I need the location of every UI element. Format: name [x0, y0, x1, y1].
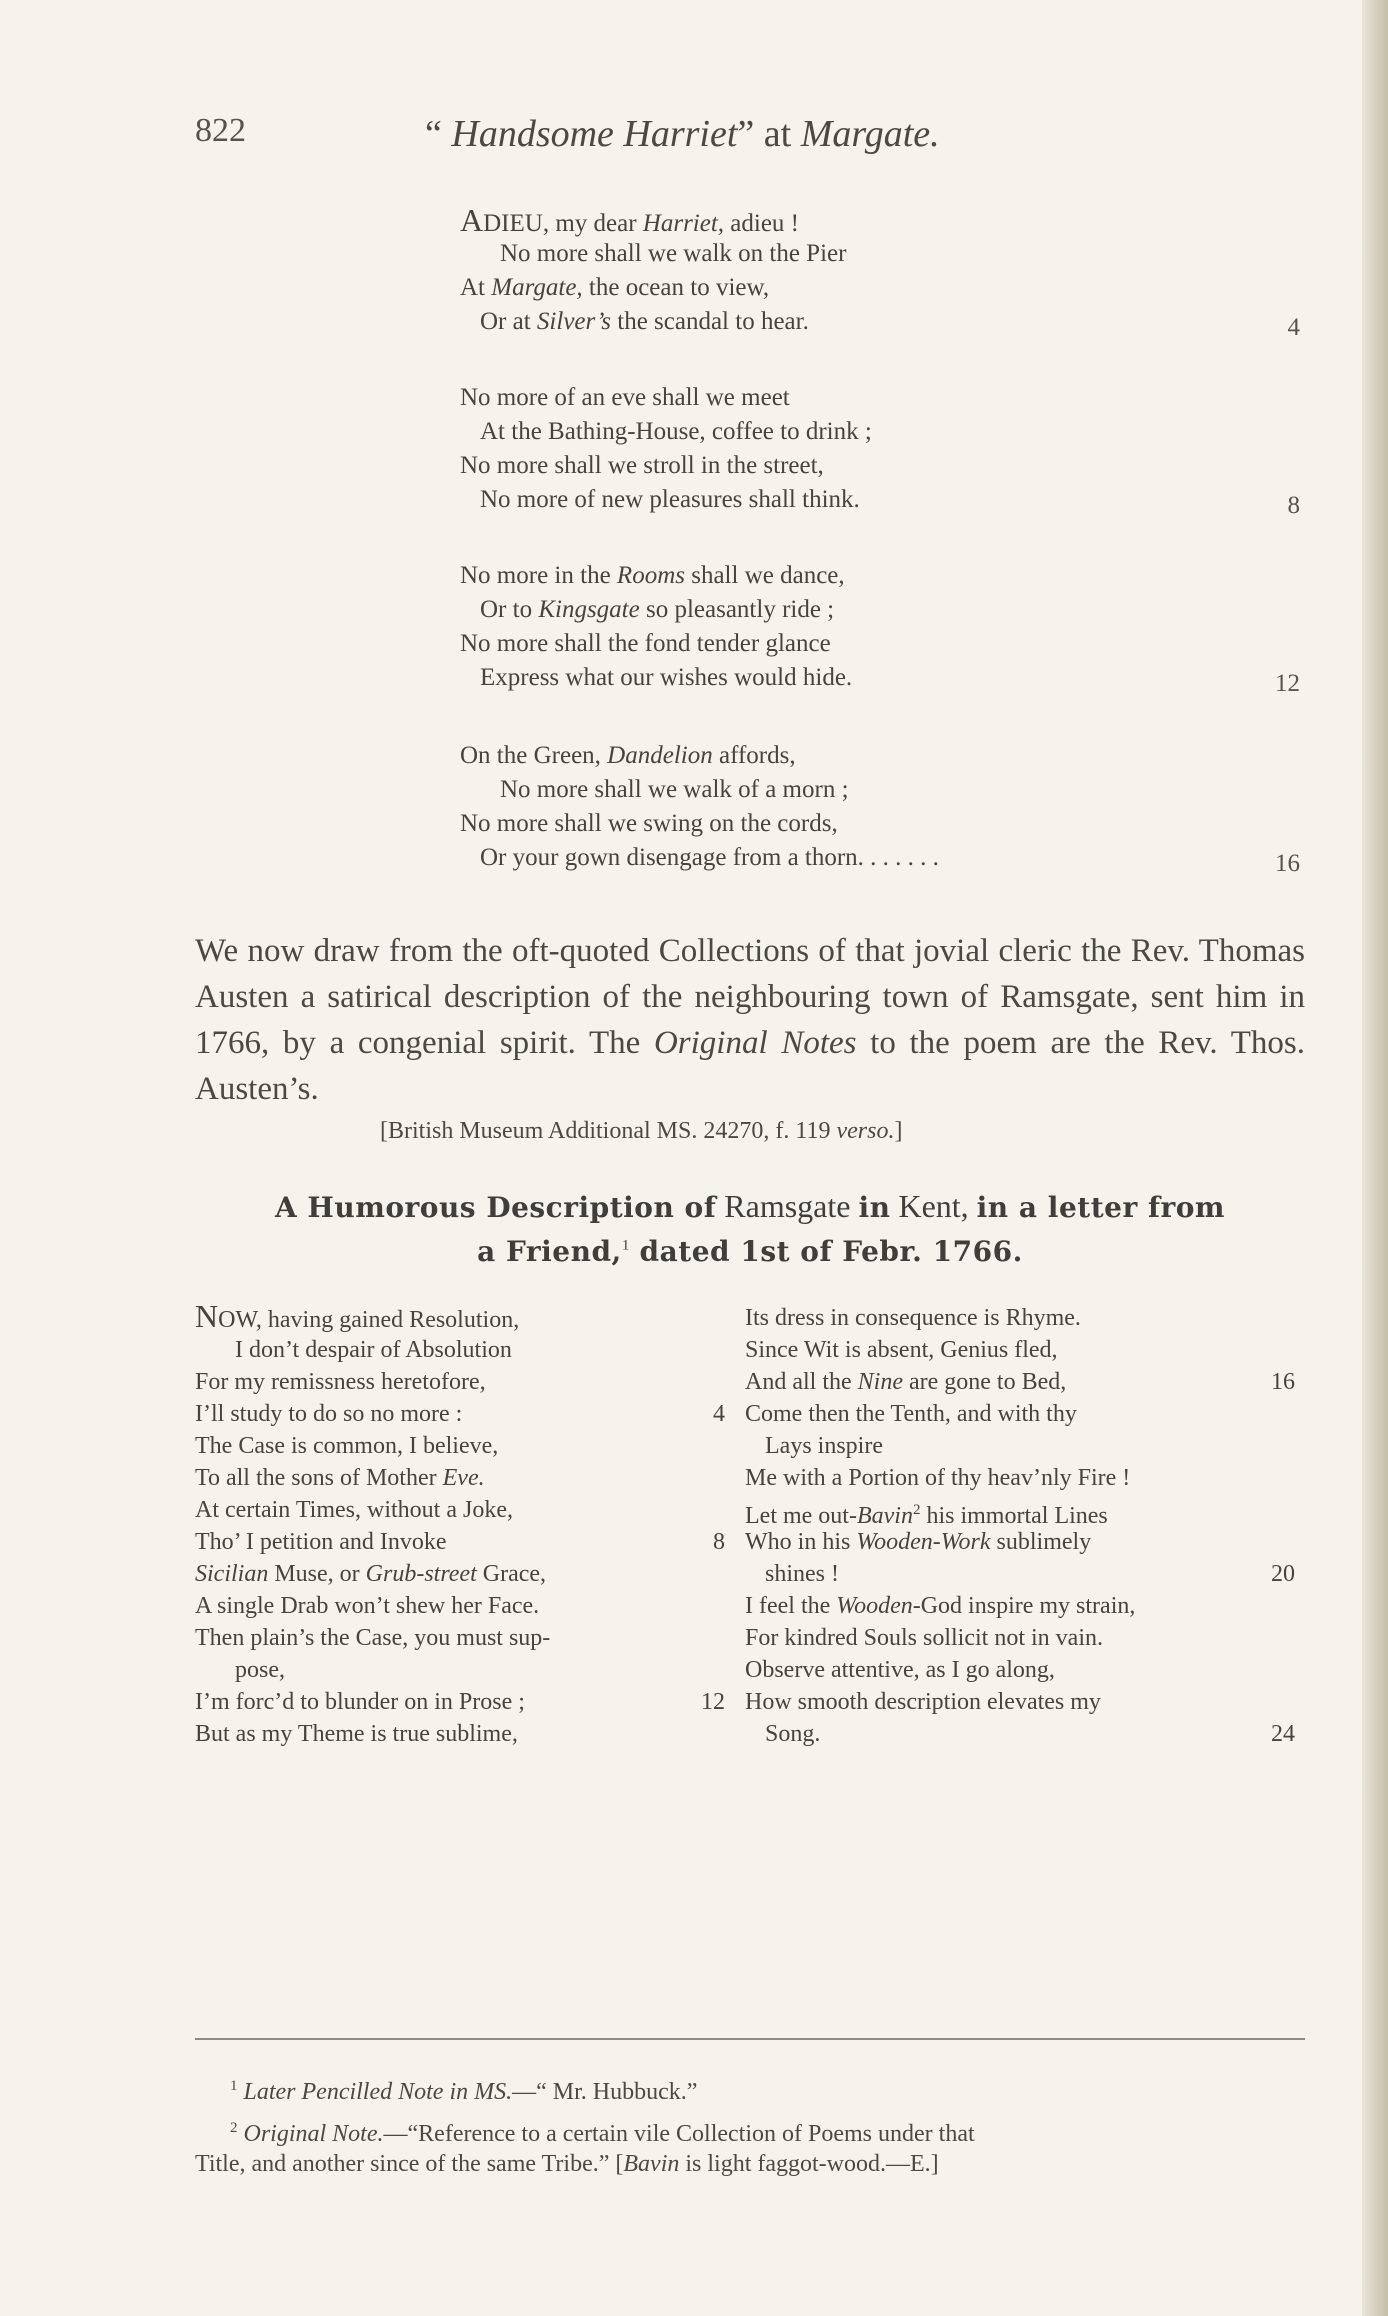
poem-line-11: No more shall the fond tender glance — [460, 630, 831, 657]
poem-text-italic: Harriet, — [642, 210, 725, 237]
poem-title-line-2 — [195, 1232, 1305, 1269]
footnote-text-italic: Later Pencilled Note in MS. — [243, 2079, 513, 2105]
left-line-13: But as my Theme is true sublime, — [195, 1721, 518, 1747]
poem-text-italic: Dandelion — [607, 742, 713, 769]
poem-text: I feel the — [745, 1593, 837, 1619]
poem-text: adieu ! — [724, 210, 799, 237]
poem-text-italic: Wooden-Work — [856, 1529, 991, 1555]
page-header — [0, 112, 1388, 172]
poem-text: OW, having gained Resolution, — [218, 1307, 520, 1333]
source-text-italic: verso. — [836, 1118, 895, 1144]
left-line-4: I’ll study to do so no more : — [195, 1401, 463, 1427]
source-text: [British Museum Additional MS. 24270, f. 119 — [380, 1118, 837, 1144]
poem-line-4 — [480, 306, 809, 338]
poem-line-13 — [460, 740, 796, 772]
footnote-number: 2 — [230, 2120, 238, 2136]
poem-text-italic: Silver’s — [536, 308, 611, 335]
running-title-quote-open: “ — [425, 113, 452, 155]
left-line-10: A single Drab won’t shew her Face. — [195, 1593, 540, 1619]
title-roman: Ramsgate — [716, 1188, 859, 1224]
running-title-italic: Handsome Harriet — [451, 113, 738, 155]
poem-line-16: Or your gown disengage from a thorn. . . . . . . — [480, 844, 939, 871]
running-title-place: Margate. — [800, 113, 940, 155]
title-blackletter: a Friend, — [477, 1235, 622, 1268]
manuscript-source — [380, 1118, 902, 1145]
footnote-2-cont — [195, 2148, 939, 2180]
poem-line-8: No more of new pleasures shall think. — [480, 486, 860, 513]
poem-text: the scandal to hear. — [611, 308, 809, 335]
intro-paragraph-text — [195, 928, 1305, 1112]
poem-text-italic: Bavin — [856, 1503, 913, 1529]
right-line-number-20: 20 — [1271, 1561, 1295, 1587]
footnote-text-italic: Original Note. — [243, 2121, 384, 2147]
poem-line-7: No more shall we stroll in the street, — [460, 452, 824, 479]
poem-text: DIEU, my dear — [483, 210, 643, 237]
poem-text-italic: Eve. — [442, 1465, 485, 1491]
poem-line-15: No more shall we swing on the cords, — [460, 810, 838, 837]
left-line-12: I’m forc’d to blunder on in Prose ; — [195, 1689, 525, 1715]
left-line-1 — [195, 1300, 519, 1336]
poem-line-10 — [480, 594, 834, 626]
poem-line-12: Express what our wishes would hide. — [480, 664, 853, 691]
poem-text-italic: Nine — [857, 1369, 903, 1395]
poem-text-italic: Kingsgate — [538, 596, 640, 623]
poem-line-9 — [460, 560, 845, 592]
footnote-divider — [195, 2038, 1305, 2040]
poem-left-column — [195, 1300, 735, 1960]
left-line-11-cont: pose, — [235, 1657, 285, 1683]
title-blackletter: dated 1st of Febr. 1766. — [629, 1235, 1023, 1268]
poem-line-2: No more shall we walk on the Pier — [500, 240, 847, 267]
footnote-ref-1: 1 — [621, 1237, 630, 1254]
right-line-7-cont: shines ! — [765, 1561, 839, 1587]
poem-text: Muse, or — [268, 1561, 366, 1587]
prose-text-italic: Original Notes — [653, 1025, 857, 1061]
poem-text: Let me out- — [745, 1503, 857, 1529]
poem-text: are gone to Bed, — [902, 1369, 1067, 1395]
right-line-9: For kindred Souls sollicit not in vain. — [745, 1625, 1103, 1651]
line-number-8: 8 — [1287, 492, 1300, 519]
right-line-3 — [745, 1366, 1066, 1398]
poem-text-italic: Wooden — [836, 1593, 913, 1619]
poem-text: the ocean to view, — [582, 274, 770, 301]
left-line-9 — [195, 1558, 546, 1590]
poem-line-3 — [460, 272, 769, 304]
left-line-5: The Case is common, I believe, — [195, 1433, 499, 1459]
poem-line-14: No more shall we walk of a morn ; — [500, 776, 849, 803]
footnote-ref-2: 2 — [912, 1502, 921, 1518]
poem-text: affords, — [712, 742, 796, 769]
footnote-text: Title, and another since of the same Tribe.” [ — [195, 2151, 624, 2177]
running-title — [425, 112, 940, 156]
poem-text: Or to — [480, 596, 539, 623]
right-line-11-cont: Song. — [765, 1721, 821, 1747]
poem-text-italic: Grub-street — [365, 1561, 477, 1587]
poem-text-italic: Rooms — [616, 562, 685, 589]
intro-paragraph — [195, 928, 1305, 1112]
poem-text: so pleasantly ride ; — [639, 596, 835, 623]
title-blackletter: A Humorous Description of — [274, 1191, 717, 1224]
poem-text: sublimely — [990, 1529, 1092, 1555]
poem-text: And all the — [745, 1369, 858, 1395]
title-roman: Kent, — [890, 1188, 977, 1224]
footnote-2 — [230, 2112, 975, 2150]
right-line-2: Since Wit is absent, Genius fled, — [745, 1337, 1058, 1363]
poem-text: No more in the — [460, 562, 617, 589]
footnote-number: 1 — [230, 2078, 238, 2094]
left-line-7: At certain Times, without a Joke, — [195, 1497, 513, 1523]
source-text: ] — [894, 1118, 903, 1144]
poem-text: shall we dance, — [684, 562, 845, 589]
right-line-8 — [745, 1590, 1135, 1622]
left-line-2: I don’t despair of Absolution — [235, 1337, 512, 1363]
right-line-4: Come then the Tenth, and with thy — [745, 1401, 1077, 1427]
prose-text: to the poem are the Rev. Thos. Austen’s. — [195, 1025, 1305, 1107]
poem-text: Who in his — [745, 1529, 857, 1555]
footnote-1 — [230, 2070, 697, 2108]
right-line-11: How smooth description elevates my — [745, 1689, 1101, 1715]
left-line-6 — [195, 1462, 485, 1494]
poem-line-1 — [460, 204, 799, 240]
title-blackletter: in — [858, 1191, 891, 1224]
poem-text: On the Green, — [460, 742, 608, 769]
footnote-text-italic: Bavin — [623, 2151, 680, 2177]
drop-cap: N — [195, 1298, 219, 1334]
poem-text: his immortal Lines — [920, 1503, 1108, 1529]
title-blackletter: in a letter from — [976, 1191, 1226, 1224]
left-line-number-8: 8 — [713, 1529, 725, 1555]
poem-text: To all the sons of Mother — [195, 1465, 443, 1491]
line-number-12: 12 — [1275, 670, 1300, 697]
poem-text-italic: Sicilian — [195, 1561, 269, 1587]
left-line-number-12: 12 — [701, 1689, 725, 1715]
poem-line-6: At the Bathing-House, coffee to drink ; — [480, 418, 872, 445]
poem-text: Grace, — [476, 1561, 547, 1587]
right-line-10: Observe attentive, as I go along, — [745, 1657, 1055, 1683]
left-line-8: Tho’ I petition and Invoke — [195, 1529, 447, 1555]
left-line-11: Then plain’s the Case, you must sup- — [195, 1625, 551, 1651]
right-line-7 — [745, 1526, 1091, 1558]
poem-right-column — [745, 1300, 1305, 1960]
running-title-quote-close: ” at — [737, 113, 801, 155]
left-line-3: For my remissness heretofore, — [195, 1369, 486, 1395]
line-number-16: 16 — [1275, 850, 1300, 877]
left-line-number-4: 4 — [713, 1401, 725, 1427]
page-spine-shadow — [1362, 0, 1388, 2316]
poem-text: -God inspire my strain, — [912, 1593, 1136, 1619]
prose-text: We now draw from the oft-quoted Collections of that jovial cleric the Rev. Thomas Austen a satirical description of the neighbouring town of Ramsgate, sent him in 1766, by a congenial spirit. The — [195, 933, 1305, 1061]
poem-text: At — [460, 274, 492, 301]
poem-text: Or at — [480, 308, 537, 335]
line-number-4: 4 — [1287, 314, 1300, 341]
poem-title-line-1 — [195, 1188, 1305, 1225]
footnote-text: —“Reference to a certain vile Collection of Poems under that — [383, 2121, 975, 2147]
footnote-text: —“ Mr. Hubbuck.” — [512, 2079, 698, 2105]
drop-cap: A — [460, 202, 484, 238]
right-line-number-24: 24 — [1271, 1721, 1295, 1747]
footnote-text: is light faggot-wood.—E.] — [679, 2151, 939, 2177]
right-line-5: Me with a Portion of thy heav’nly Fire ! — [745, 1465, 1131, 1491]
right-line-4-cont: Lays inspire — [765, 1433, 883, 1459]
poem-line-5: No more of an eve shall we meet — [460, 384, 790, 411]
right-line-1: Its dress in consequence is Rhyme. — [745, 1305, 1081, 1331]
poem-text-italic: Margate, — [491, 274, 583, 301]
right-line-number-16: 16 — [1271, 1369, 1295, 1395]
page-number: 822 — [195, 112, 246, 149]
